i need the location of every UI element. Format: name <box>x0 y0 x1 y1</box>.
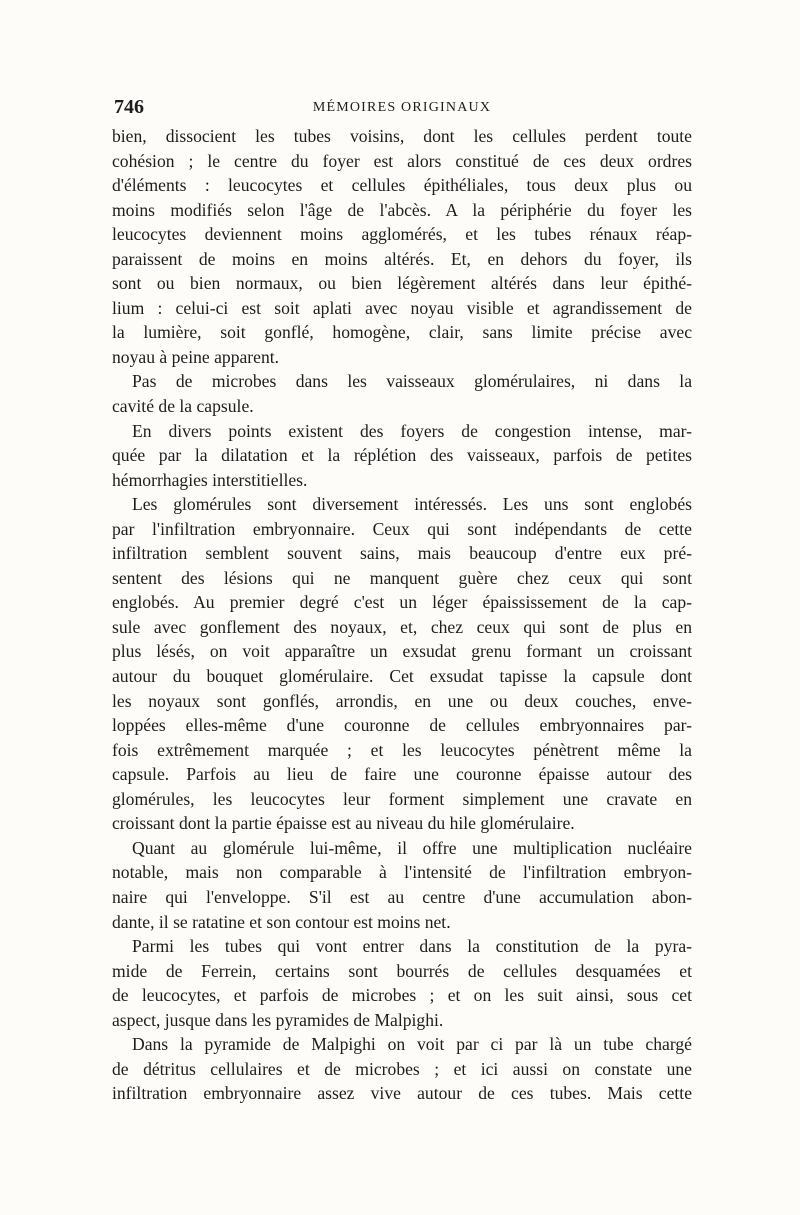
text-line: quée par la dilatation et la réplétion des vaisseaux, parfois de petites <box>112 445 692 466</box>
text-line: infiltration semblent souvent sains, mais beaucoup d'entre eux pré- <box>112 543 692 564</box>
text-line: la lumière, soit gonflé, homogène, clair, sans limite précise avec <box>112 322 692 343</box>
text-line: Dans la pyramide de Malpighi on voit par ci par là un tube chargé <box>132 1034 692 1055</box>
text-line: sule avec gonflement des noyaux, et, chez ceux qui sont de plus en <box>112 616 692 637</box>
text-line: dante, il se ratatine et son contour est moins net. <box>112 911 451 932</box>
text-line: noyau à peine apparent. <box>112 346 280 367</box>
text-line: de détritus cellulaires et de microbes ; et ici aussi on constate une <box>112 1058 692 1079</box>
text-line: mide de Ferrein, certains sont bourrés de cellules desquamées et <box>112 960 692 981</box>
text-line: fois extrêmement marquée ; et les leucocytes pénètrent même la <box>112 739 692 760</box>
text-line: capsule. Parfois au lieu de faire une couronne épaisse autour des <box>112 764 692 785</box>
body-text <box>112 124 692 1106</box>
text-line: sentent des lésions qui ne manquent guère chez ceux qui sont <box>112 567 692 588</box>
running-title: MÉMOIRES ORIGINAUX <box>312 100 492 115</box>
text-line: En divers points existent des foyers de congestion intense, mar- <box>132 420 692 441</box>
running-header <box>112 94 692 124</box>
text-line: les noyaux sont gonflés, arrondis, en une ou deux couches, enve- <box>112 690 692 711</box>
text-line: par l'infiltration embryonnaire. Ceux qui sont indépendants de cette <box>112 518 692 539</box>
text-line: paraissent de moins en moins altérés. Et, en dehors du foyer, ils <box>112 248 692 269</box>
text-line: sont ou bien normaux, ou bien légèrement altérés dans leur épithé- <box>112 273 692 294</box>
text-line: autour du bouquet glomérulaire. Cet exsudat tapisse la capsule dont <box>112 666 692 687</box>
text-line: bien, dissocient les tubes voisins, dont les cellules perdent toute <box>112 126 692 146</box>
text-line: de leucocytes, et parfois de microbes ; et on les suit ainsi, sous cet <box>112 985 692 1006</box>
text-line: lium : celui-ci est soit aplati avec noyau visible et agrandissement de <box>112 297 692 318</box>
text-line: Les glomérules sont diversement intéressés. Les uns sont englobés <box>132 494 692 515</box>
text-line: Pas de microbes dans les vaisseaux glomérulaires, ni dans la <box>132 371 692 392</box>
text-line: croissant dont la partie épaisse est au niveau du hile glomérulaire. <box>112 813 575 834</box>
text-line: Quant au glomérule lui-même, il offre une multiplication nucléaire <box>132 837 692 858</box>
text-line: cohésion ; le centre du foyer est alors constitué de ces deux ordres <box>112 150 692 171</box>
text-line: loppées elles-même d'une couronne de cellules embryonnaires par- <box>112 715 692 736</box>
text-line: d'éléments : leucocytes et cellules épithéliales, tous deux plus ou <box>112 175 692 196</box>
text-line: naire qui l'enveloppe. S'il est au centre d'une accumulation abon- <box>112 886 692 907</box>
text-line: infiltration embryonnaire assez vive autour de ces tubes. Mais cette <box>112 1083 692 1104</box>
text-line: hémorrhagies interstitielles. <box>112 469 308 490</box>
text-line: plus lésés, on voit apparaître un exsudat grenu formant un croissant <box>112 641 692 662</box>
text-line: Parmi les tubes qui vont entrer dans la constitution de la pyra- <box>132 936 692 957</box>
text-line: englobés. Au premier degré c'est un léger épaississement de la cap- <box>112 592 692 613</box>
text-line: cavité de la capsule. <box>112 396 254 417</box>
text-line: notable, mais non comparable à l'intensité de l'infiltration embryon- <box>112 862 692 883</box>
page-number: 746 <box>114 96 144 118</box>
text-line: aspect, jusque dans les pyramides de Malpighi. <box>112 1009 444 1030</box>
text-line: glomérules, les leucocytes leur forment simplement une cravate en <box>112 788 692 809</box>
document-page <box>112 94 692 1106</box>
text-line: leucocytes deviennent moins agglomérés, et les tubes rénaux réap- <box>112 224 692 245</box>
text-line: moins modifiés selon l'âge de l'abcès. A la périphérie du foyer les <box>112 199 692 220</box>
